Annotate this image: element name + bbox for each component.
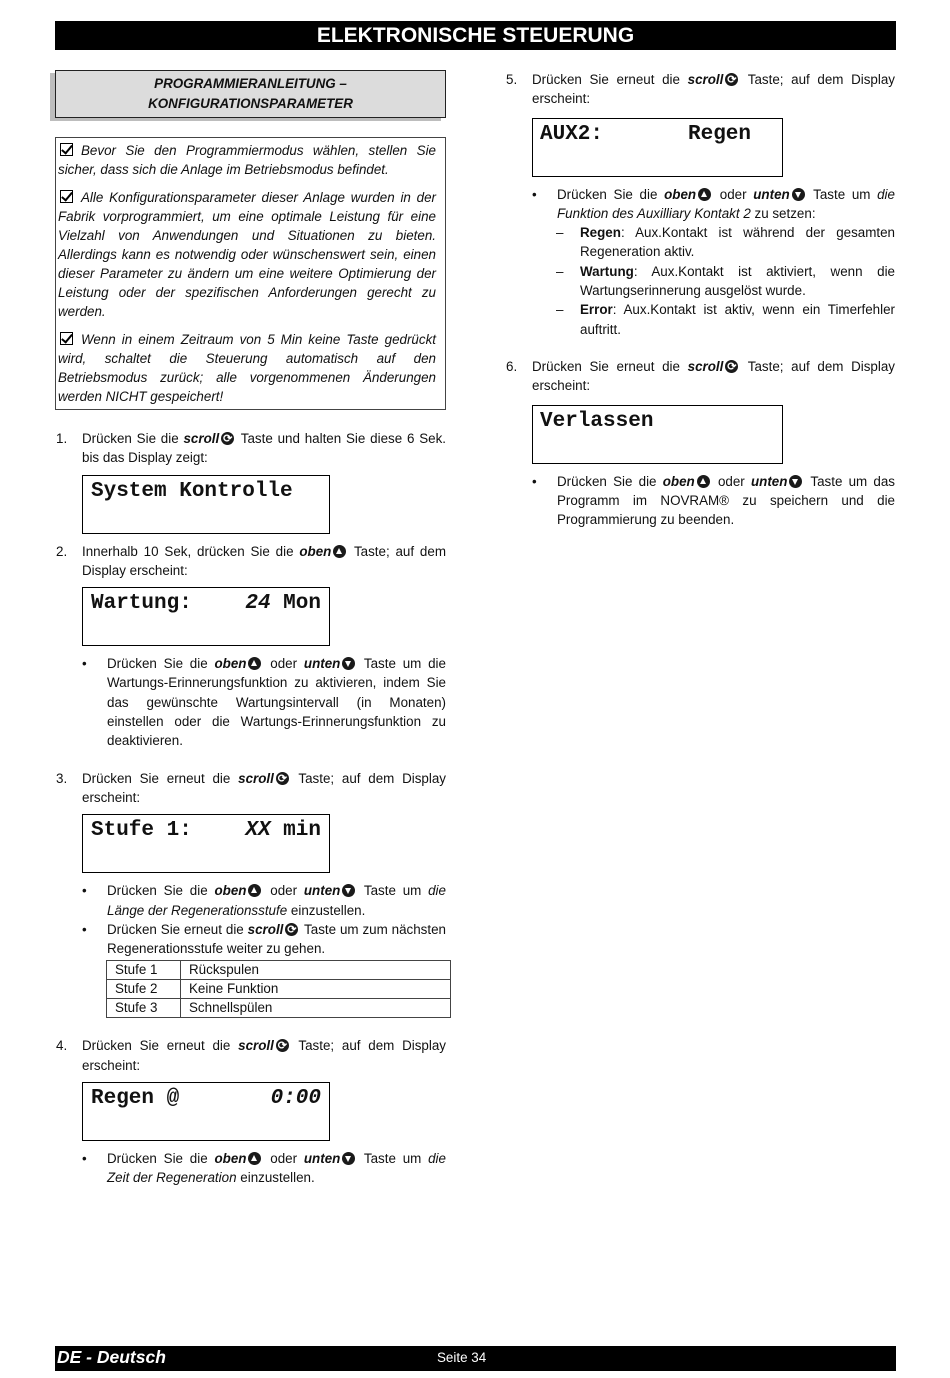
down-button-icon (342, 1152, 355, 1165)
right-column (505, 70, 895, 529)
lcd-display-system-kontrolle: System Kontrolle (82, 475, 330, 534)
step-5-bullet: • Drücken Sie die oben oder unten Taste um die Funktion des Auxilliary Kontakt 2 zu setzen: (532, 186, 895, 221)
down-button-icon (789, 475, 802, 488)
aux-option-wartung: – Wartung: Aux.Kontakt ist aktiviert, wenn die Wartungserinnerung ausgelöst wurde. (556, 263, 895, 299)
aux-option-regen: – Regen: Aux.Kontakt ist während der gesamten Regeneration aktiv. (556, 225, 895, 260)
scroll-button-icon (221, 432, 234, 445)
lcd-display-regen-time: Regen @ 0:00 (82, 1082, 330, 1141)
scroll-button-icon (725, 73, 738, 86)
section-title-box (55, 70, 446, 118)
step-3-bullet-1: • Drücken Sie die oben oder unten Taste um die Länge der Regenerationsstufe einzustellen. (82, 883, 446, 918)
scroll-button-icon (725, 360, 738, 373)
lcd-display-wartung: Wartung: 24 Mon (82, 587, 330, 646)
checkbox-icon (60, 143, 73, 156)
step-4: 4. Drücken Sie erneut die scroll⟳ Taste; auf dem Display erscheint: (55, 1036, 446, 1075)
lcd-display-stufe: Stufe 1: XX min (82, 814, 330, 873)
up-button-icon (697, 475, 710, 488)
page-header (55, 21, 896, 50)
note-2: Alle Konfigurationsparameter dieser Anlage wurden in der Fabrik vorprogrammiert, um eine optimale Leistung für eine Vielzahl von Anwendungen und Situationen zu bieten. Allerdings kann es notwendig oder wünschenswert sein, einen dieser Parameter zu ändern um eine weitere Optimierung der Leistung oder der spezifischen Anforderungen gerecht zu werden. (58, 190, 436, 319)
header-title: ELEKTRONISCHE STEUERUNG (316, 24, 635, 47)
scroll-button-icon (285, 923, 298, 936)
step-2: 2. Innerhalb 10 Sek, drücken Sie die oben Taste; auf dem Display erscheint: (56, 543, 446, 578)
page-footer (55, 1346, 896, 1371)
section-title-line1: PROGRAMMIERANLEITUNG – (154, 76, 347, 91)
up-button-icon (698, 188, 711, 201)
step-3: 3. Drücken Sie erneut die scroll⟳ Taste; auf dem Display erscheint: (55, 769, 446, 808)
left-column (55, 70, 446, 1188)
footer-language: DE - Deutsch (57, 1347, 166, 1367)
section-title-line2: KONFIGURATIONSPARAMETER (148, 96, 353, 111)
note-3: Wenn in einem Zeitraum von 5 Min keine Taste gedrückt wird, schaltet die Steuerung automatisch auf den Betriebsmodus zurück; alle vorgenommenen Änderungen werden NICHT gespeichert! (58, 332, 436, 404)
aux-option-error: – Error: Aux.Kontakt ist aktiv, wenn ein Timerfehler auftritt. (556, 302, 895, 337)
regeneration-stages-table (106, 960, 451, 1018)
step-6-bullet: • Drücken Sie die oben oder unten Taste um das Programm im NOVRAM® zu speichern und die Programmierung zu beenden. (532, 473, 895, 528)
down-button-icon (342, 657, 355, 670)
step-3-bullet-2: • Drücken Sie erneut die scroll⟳ Taste um zum nächsten Regenerationsstufe weiter zu gehen. (55, 920, 446, 959)
scroll-button-icon (276, 1039, 289, 1052)
step-5: 5. Drücken Sie erneut die scroll⟳ Taste; auf dem Display erscheint: (505, 70, 895, 109)
up-button-icon (248, 884, 261, 897)
note-1: Bevor Sie den Programmiermodus wählen, stellen Sie sicher, dass sich die Anlage im Betriebsmodus befindet. (58, 143, 436, 177)
down-button-icon (792, 188, 805, 201)
scroll-button-icon (276, 772, 289, 785)
checkbox-icon (60, 190, 73, 203)
step-2-bullet: • Drücken Sie die oben oder unten Taste um die Wartungs-Erinnerungsfunktion zu aktivieren, indem Sie das gewünschte Wartungsintervall (in Monaten) einstellen oder die Wartungs-Erinnerungsfunktion zu deaktivieren. (82, 656, 446, 749)
up-button-icon (333, 545, 346, 558)
step-1: 1. Drücken Sie die scroll⟳ Taste und halten Sie diese 6 Sek. bis das Display zeigt: (55, 429, 446, 468)
up-button-icon (248, 1152, 261, 1165)
step-4-bullet: • Drücken Sie die oben oder unten Taste um die Zeit der Regeneration einzustellen. (82, 1151, 446, 1186)
table-row: Stufe 3 Schnellspülen (107, 999, 451, 1018)
down-button-icon (342, 884, 355, 897)
step-6: 6. Drücken Sie erneut die scroll⟳ Taste; auf dem Display erscheint: (505, 357, 895, 396)
footer-page-number: Seite 34 (437, 1350, 487, 1365)
table-row: Stufe 1 Rückspulen (107, 961, 451, 980)
up-button-icon (248, 657, 261, 670)
table-row: Stufe 2 Keine Funktion (107, 980, 451, 999)
lcd-display-verlassen: Verlassen (532, 405, 783, 464)
lcd-display-aux2: AUX2: Regen (532, 118, 783, 177)
checkbox-icon (60, 332, 73, 345)
notes-box (55, 137, 446, 410)
